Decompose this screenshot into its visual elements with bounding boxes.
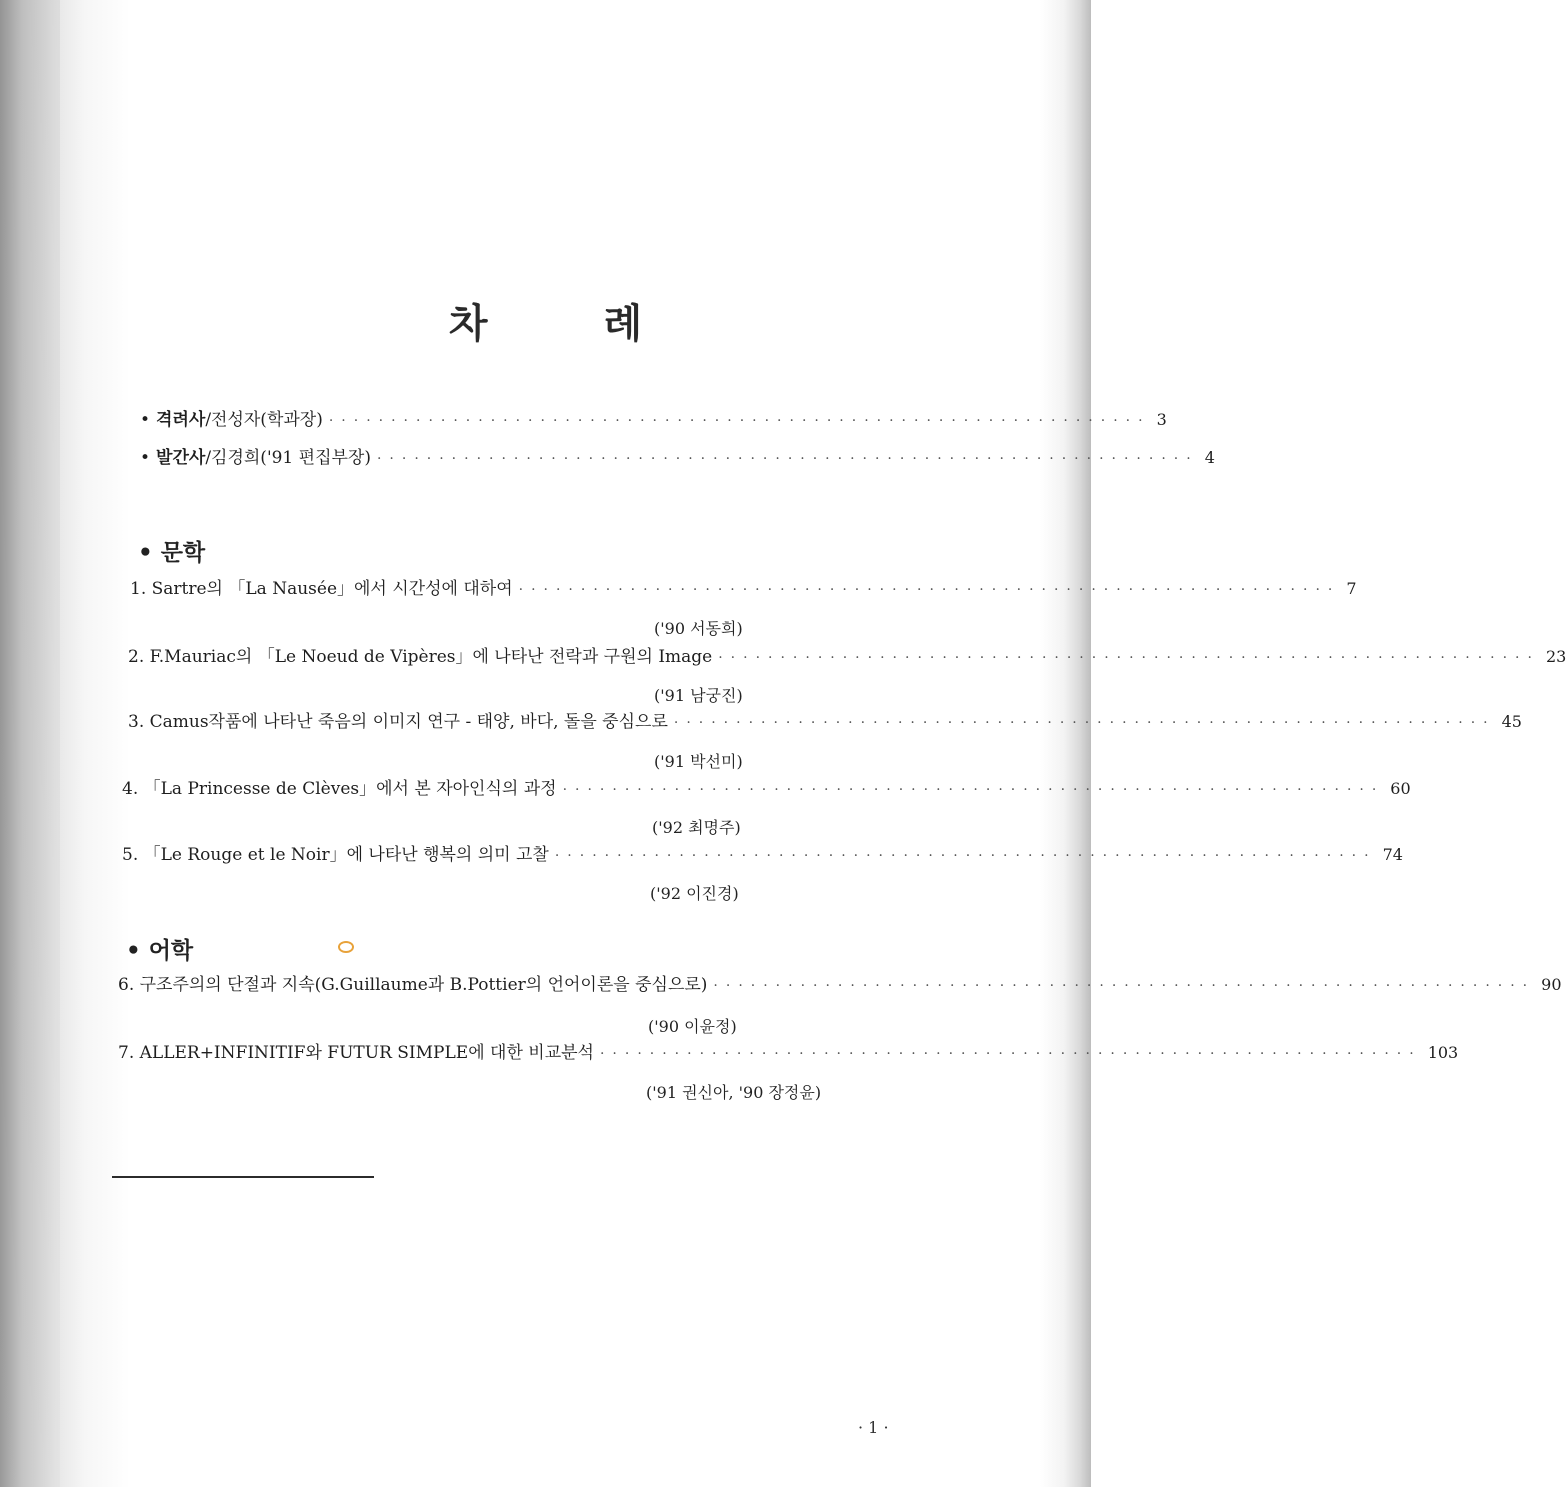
toc-entry-label: 2. F.Mauriac의 「Le Noeud de Vipères」에 나타난 전락과 구원의 Image <box>128 647 713 667</box>
toc-page-number: 3 <box>1156 410 1167 429</box>
toc-page-number: 74 <box>1382 845 1403 864</box>
toc-entry-2 <box>128 642 1566 667</box>
toc-entry-label: 1. Sartre의 「La Nausée」에서 시간성에 대하여 <box>130 579 513 599</box>
toc-page-number: 103 <box>1427 1043 1459 1062</box>
toc-front-item-2 <box>140 443 1215 468</box>
dot-leader: ·································································· <box>376 451 1199 467</box>
dot-leader: ·································································· <box>718 650 1540 666</box>
toc-entry-5 <box>122 840 1403 865</box>
dot-leader: ·································································· <box>328 413 1151 429</box>
toc-front-rest: /김경희('91 편집부장) <box>205 448 371 468</box>
toc-front-rest: /전성자(학과장) <box>205 410 323 430</box>
toc-entry-6 <box>118 970 1562 995</box>
toc-entry-1 <box>130 574 1357 599</box>
dot-leader: ·································································· <box>518 582 1341 598</box>
dot-leader: ·································································· <box>554 848 1377 864</box>
toc-page-number: 4 <box>1204 448 1215 467</box>
toc-front-head: 발간사 <box>156 448 206 468</box>
toc-entry-author: ('91 박선미) <box>654 752 743 771</box>
page-number: · 1 · <box>858 1418 889 1437</box>
bullet-icon: • <box>140 410 151 430</box>
toc-entry-3 <box>128 707 1522 732</box>
toc-page-number: 90 <box>1541 975 1562 994</box>
toc-front-label <box>140 443 371 468</box>
toc-entry-author: ('91 권신아, '90 장정윤) <box>646 1083 822 1102</box>
ink-stain-mark <box>338 941 354 953</box>
toc-entry-author: ('92 최명주) <box>652 818 741 837</box>
toc-entry-author: ('90 이윤정) <box>648 1017 737 1036</box>
toc-page-number: 23 <box>1545 647 1566 666</box>
dot-leader: ·································································· <box>673 715 1496 731</box>
title-char-1: 차 <box>448 301 488 347</box>
toc-page-number: 60 <box>1390 779 1411 798</box>
binding-shadow <box>0 0 60 1487</box>
toc-entry-label: 7. ALLER+INFINITIF와 FUTUR SIMPLE에 대한 비교분석 <box>118 1043 594 1063</box>
section-title-linguistics: • 어학 <box>126 938 194 964</box>
page-title <box>0 292 1091 349</box>
dot-leader: ·································································· <box>713 978 1536 994</box>
toc-entry-label: 3. Camus작품에 나타난 죽음의 이미지 연구 - 태양, 바다, 돌을 중심으로 <box>128 712 668 732</box>
toc-entry-label: 5. 「Le Rouge et le Noir」에 나타난 행복의 의미 고찰 <box>122 845 549 865</box>
toc-entry-author: ('91 남궁진) <box>654 686 743 705</box>
dot-leader: ·································································· <box>562 782 1385 798</box>
toc-front-item-1 <box>140 405 1167 430</box>
toc-entry-4 <box>122 774 1411 799</box>
toc-page-number: 7 <box>1346 579 1357 598</box>
toc-entry-label: 6. 구조주의의 단절과 지속(G.Guillaume과 B.Pottier의 언어이론을 중심으로) <box>118 975 708 995</box>
toc-front-label <box>140 405 323 430</box>
toc-entry-author: ('92 이진경) <box>650 884 739 903</box>
toc-page-number: 45 <box>1501 712 1522 731</box>
footnote-rule <box>112 1176 374 1178</box>
section-title-literature: • 문학 <box>138 540 206 566</box>
toc-entry-author: ('90 서동희) <box>654 619 743 638</box>
toc-entry-label: 4. 「La Princesse de Clèves」에서 본 자아인식의 과정 <box>122 779 557 799</box>
dot-leader: ·································································· <box>599 1046 1422 1062</box>
toc-entry-7 <box>118 1038 1459 1063</box>
title-char-2: 례 <box>603 301 643 347</box>
bullet-icon: • <box>140 448 151 468</box>
toc-front-head: 격려사 <box>156 410 206 430</box>
